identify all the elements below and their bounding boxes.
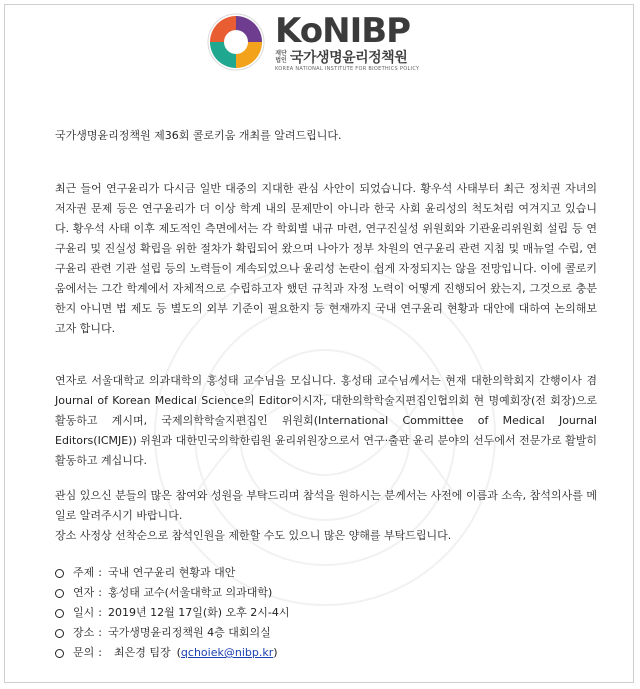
detail-label: 문의 (73, 646, 95, 659)
circle-bullet-icon (55, 649, 64, 658)
capacity-line: 장소 사정상 선착순으로 참석인원을 제한할 수도 있으니 많은 양해를 부탁드립니다. (55, 529, 452, 542)
detail-topic: 주제 : 국내 연구윤리 현황과 대안 (55, 563, 597, 583)
paragraph-speaker: 연자로 서울대학교 의과대학의 홍성태 교수님을 모십니다. 홍성태 교수님께서는 현재 대한의학회지 간행이사 겸 Journal of Korean Medical Science의 Editor이시자, 대한의학학술지편집인협의회 현 명예회장(전 회장)으로 활동하고 계시며, 국제의학학술지편집인 위원회(International Committee of Medical Journal Editors(ICMJE)) 위원과 대한민국의학한림원 윤리위원장으로서 연구·출판 윤리 분야의 선두에서 전문가로 활발히 활동하고 계십니다. (55, 374, 597, 467)
detail-label: 주제 (73, 566, 95, 579)
detail-contact: 문의 : 최은경 팀장 ( qchoiek@nibp.kr ) (55, 643, 597, 663)
detail-value: 최은경 팀장 (113, 646, 171, 659)
intro-line: 국가생명윤리정책원 제36회 콜로키움 개최를 알려드립니다. (55, 129, 342, 142)
logo-english-name: KOREA NATIONAL INSTITUTE FOR BIOETHICS POLICY (275, 66, 420, 72)
detail-value: 2019년 12월 17일(화) 오후 2시-4시 (107, 606, 290, 619)
detail-value: 홍성태 교수(서울대학교 의과대학) (107, 586, 273, 599)
circle-bullet-icon (55, 629, 64, 638)
detail-label: 일시 (73, 606, 95, 619)
logo-emblem-icon (205, 11, 267, 73)
circle-bullet-icon (55, 609, 64, 618)
event-details (55, 563, 597, 663)
logo-prefix: 재단 법인 (275, 50, 287, 64)
circle-bullet-icon (55, 589, 64, 598)
logo-korean-name: 국가생명윤리정책원 (290, 50, 408, 66)
detail-datetime: 일시 : 2019년 12월 17일(화) 오후 2시-4시 (55, 603, 597, 623)
detail-speaker: 연자 : 홍성태 교수(서울대학교 의과대학) (55, 583, 597, 603)
paragraph-registration (55, 486, 597, 546)
contact-email-link[interactable]: qchoiek@nibp.kr (180, 646, 274, 659)
paragraph-background: 최근 들어 연구윤리가 다시금 일반 대중의 지대한 관심 사안이 되었습니다. 황우석 사태부터 최근 정치권 자녀의 저자권 문제 등은 연구윤리가 더 이상 학계 내의 문제만이 아니라 한국 사회 윤리성의 척도처럼 여겨지고 있습니다. 황우석 사태 이후 제도적인 측면에서는 각 학회별 내규 마련, 연구진실성 위원회와 기관윤리위원회 설립 등 연구윤리 및 진실성 확립을 위한 절차가 확립되어 왔으며 나아가 정부 차원의 연구윤리 관련 지침 및 매뉴얼 수립, 연구윤리 관련 기관 설립 등의 노력들이 계속되었으나 윤리성 논란이 쉽게 자정되지는 않을 전망입니다. 이에 콜로키움에서는 그간 학계에서 자체적으로 수립하고자 했던 규칙과 자정 노력이 어떻게 진행되어 왔는지, 그것으로 충분한지 아니면 법 제도 등 별도의 외부 기준이 필요한지 등 현재까지 국내 연구윤리 현황과 대안에 대하여 논의해보고자 합니다. (55, 182, 597, 335)
detail-venue: 장소 : 국가생명윤리정책원 4층 대회의실 (55, 623, 597, 643)
detail-value: 국내 연구윤리 현황과 대안 (107, 566, 236, 579)
registration-line: 관심 있으신 분들의 많은 참여와 성원을 부탁드리며 참석을 원하시는 분께서는 사전에 이름과 소속, 참석의사를 메일로 알려주시기 바랍니다. (55, 489, 597, 522)
detail-label: 연자 (73, 586, 95, 599)
circle-bullet-icon (55, 569, 64, 578)
logo-wordmark: KoNIBP (275, 11, 411, 51)
detail-value: 국가생명윤리정책원 4층 대회의실 (107, 626, 271, 639)
detail-label: 장소 (73, 626, 95, 639)
konibp-logo (205, 11, 445, 73)
